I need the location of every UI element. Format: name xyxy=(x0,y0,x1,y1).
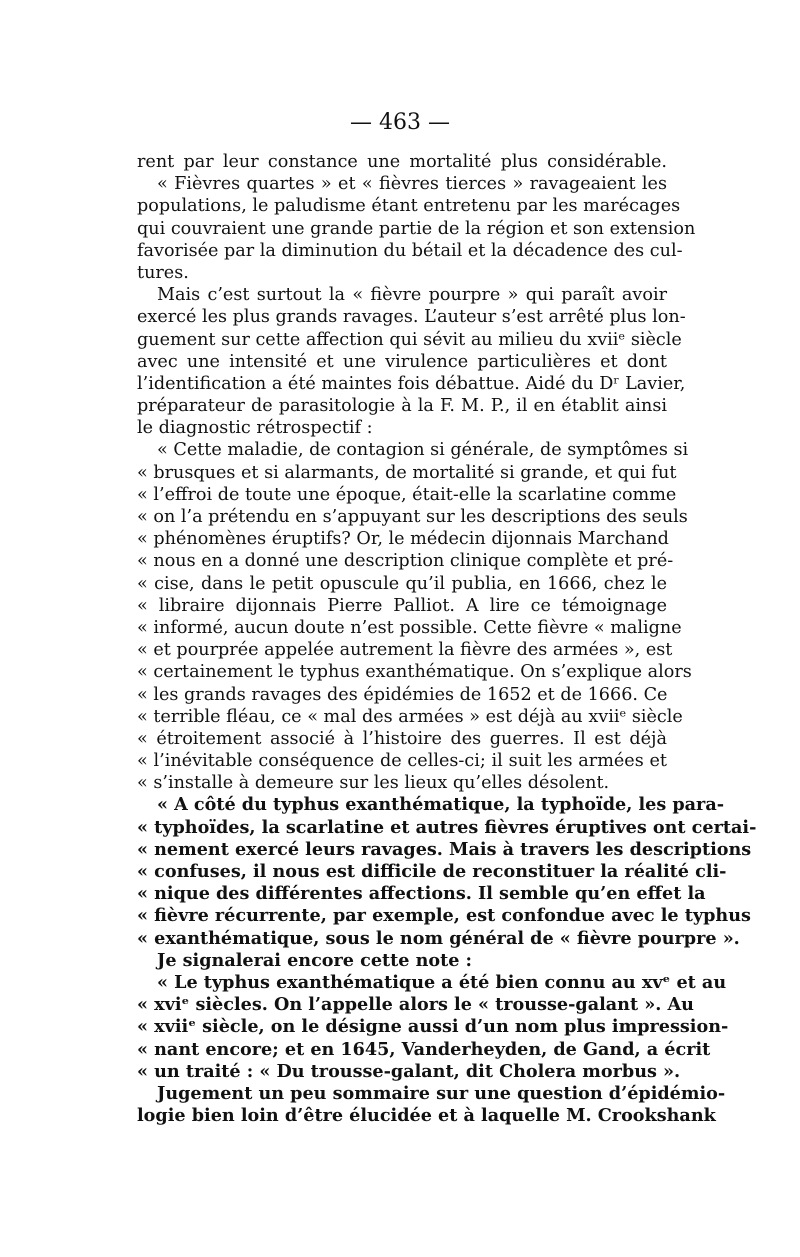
text-line: « Le typhus exanthématique a été bien connu au xvᵉ et au xyxy=(157,971,727,993)
text-line: Jugement un peu sommaire sur une question d’épidémio- xyxy=(157,1082,726,1104)
text-line: préparateur de parasitologie à la F. M. P., il en établit ainsi xyxy=(137,396,667,417)
text-line: « A côté du typhus exanthématique, la typhoïde, les para- xyxy=(157,794,725,816)
page-number: — 463 — xyxy=(350,110,450,135)
text-line: « un traité : « Du trousse-galant, dit Cholera morbus ». xyxy=(137,1060,681,1082)
text-line: tures. xyxy=(137,262,189,283)
text-line: l’identification a été maintes fois débattue. Aidé du Dʳ Lavier, xyxy=(137,373,686,394)
text-line: « s’installe à demeure sur les lieux qu’elles désolent. xyxy=(137,773,610,794)
text-line: « les grands ravages des épidémies de 1652 et de 1666. Ce xyxy=(137,684,668,705)
text-line: « fièvre récurrente, par exemple, est confondue avec le typhus xyxy=(137,905,751,927)
text-line: « étroitement associé à l’histoire des guerres. Il est déjà xyxy=(137,728,667,749)
text-line: favorisée par la diminution du bétail et la décadence des cul- xyxy=(137,240,683,261)
text-line: « xviiᵉ siècle, on le désigne aussi d’un nom plus impression- xyxy=(137,1016,729,1038)
text-line: « libraire dijonnais Pierre Palliot. A lire ce témoignage xyxy=(137,595,667,616)
text-line: rent par leur constance une mortalité plus considérable. xyxy=(137,152,667,172)
text-line: « brusques et si alarmants, de mortalité si grande, et qui fut xyxy=(137,462,677,483)
text-line: Mais c’est surtout la « fièvre pourpre » qui paraît avoir xyxy=(157,285,667,306)
text-line: « Cette maladie, de contagion si générale, de symptômes si xyxy=(157,440,689,461)
text-line: « nous en a donné une description clinique complète et pré- xyxy=(137,551,674,572)
text-line: exercé les plus grands ravages. L’auteur s’est arrêté plus lon- xyxy=(137,307,686,328)
text-line: « xviᵉ siècles. On l’appelle alors le « trousse-galant ». Au xyxy=(137,994,694,1016)
text-line: guement sur cette affection qui sévit au milieu du xviiᵉ siècle xyxy=(137,329,682,350)
text-line: « l’effroi de toute une époque, était-elle la scarlatine comme xyxy=(137,484,677,505)
text-line: qui couvraient une grande partie de la région et son extension xyxy=(137,218,696,239)
text-line: « nement exercé leurs ravages. Mais à travers les descriptions xyxy=(137,838,752,860)
text-line: « nant encore; et en 1645, Vanderheyden, de Gand, a écrit xyxy=(137,1038,711,1060)
text-line: « l’inévitable conséquence de celles-ci; il suit les armées et xyxy=(137,751,667,772)
body-text xyxy=(137,151,757,1127)
text-line: « certainement le typhus exanthématique. On s’explique alors xyxy=(137,662,692,683)
text-line: « et pourprée appelée autrement la fièvre des armées », est xyxy=(137,640,673,661)
text-line: « terrible fléau, ce « mal des armées » est déjà au xviiᵉ siècle xyxy=(137,706,683,727)
text-line: « on l’a prétendu en s’appuyant sur les descriptions des seuls xyxy=(137,507,688,527)
text-line: le diagnostic rétrospectif : xyxy=(137,418,373,439)
text-line: « informé, aucun doute n’est possible. Cette fièvre « maligne xyxy=(137,617,682,638)
text-line: logie bien loin d’être élucidée et à laquelle M. Crookshank xyxy=(137,1105,716,1127)
text-line: « phénomènes éruptifs? Or, le médecin dijonnais Marchand xyxy=(137,529,669,550)
text-line: avec une intensité et une virulence particulières et dont xyxy=(137,351,667,372)
text-line: « nique des différentes affections. Il semble qu’en effet la xyxy=(137,883,706,905)
text-line: « cise, dans le petit opuscule qu’il publia, en 1666, chez le xyxy=(137,573,667,594)
text-line: Je signalerai encore cette note : xyxy=(157,949,473,971)
text-line: populations, le paludisme étant entretenu par les marécages xyxy=(137,196,681,217)
text-line: « typhoïdes, la scarlatine et autres fièvres éruptives ont certai- xyxy=(137,816,757,838)
text-line: « confuses, il nous est difficile de reconstituer la réalité cli- xyxy=(137,861,727,882)
text-line: « exanthématique, sous le nom général de « fièvre pourpre ». xyxy=(137,927,740,949)
text-line: « Fièvres quartes » et « fièvres tierces » ravageaient les xyxy=(157,174,667,195)
